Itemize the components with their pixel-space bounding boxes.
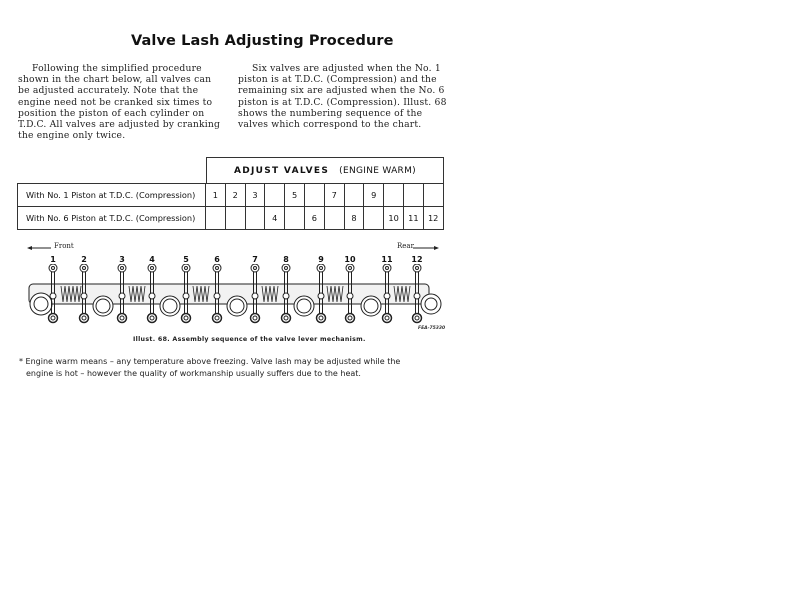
- table-cell: 6: [304, 207, 324, 230]
- table-row: [18, 184, 444, 207]
- rear-arrow-icon: [413, 245, 439, 251]
- table-cell: [245, 207, 265, 230]
- header-sub: (ENGINE WARM): [339, 165, 416, 176]
- valve-number-3: 3: [119, 255, 125, 264]
- intro-text-left: Following the simplified procedure shown in the chart below, all valves can be adjusted accurately. Note that the engine need not be cranked six times to position the piston of each cylinder on T.D.C. All valves are adjusted by cranking the engine only twice.: [18, 63, 221, 142]
- table-cell: [285, 207, 305, 230]
- valve-number-5: 5: [183, 255, 189, 264]
- valve-number-12: 12: [411, 255, 423, 264]
- table-cell: 12: [423, 207, 443, 230]
- figure-caption: Illust. 68. Assembly sequence of the valve lever mechanism.: [133, 336, 366, 343]
- rocker-shaft-drawing: [17, 264, 447, 326]
- valve-number-10: 10: [344, 255, 356, 264]
- adjust-valves-header: [206, 157, 444, 183]
- table-cell: [364, 207, 384, 230]
- valve-number-1: 1: [50, 255, 56, 264]
- table-cell: 3: [245, 184, 265, 207]
- intro-paragraph-right: [238, 63, 448, 130]
- front-label: Front: [54, 242, 74, 250]
- valve-number-2: 2: [81, 255, 87, 264]
- table-cell: 2: [225, 184, 245, 207]
- table-cell: [225, 207, 245, 230]
- valve-lever-illustration: [17, 242, 447, 332]
- valve-number-9: 9: [318, 255, 324, 264]
- intro-text-right: Six valves are adjusted when the No. 1 piston is at T.D.C. (Compression) and the remaining six are adjusted when the No. 6 piston is at T.D.C. (Compression). Illust. 68 shows the numbering sequence of the valves which correspond to the chart.: [238, 63, 447, 131]
- table-cell: [384, 184, 404, 207]
- table-cell: [265, 184, 285, 207]
- footnote-line-1: * Engine warm means – any temperature above freezing. Valve lash may be adjusted while the: [19, 357, 401, 366]
- header-main: ADJUST VALVES: [233, 165, 330, 176]
- intro-paragraph-left: [18, 63, 223, 141]
- table-cell: 10: [384, 207, 404, 230]
- footnote: [19, 356, 419, 380]
- table-cell: [304, 184, 324, 207]
- table-cell: 8: [344, 207, 364, 230]
- table-cell: [206, 207, 226, 230]
- footnote-line-2: engine is hot – however the quality of workmanship usually suffers due to the heat.: [26, 369, 361, 378]
- valve-adjust-table: [17, 183, 444, 230]
- valve-number-7: 7: [252, 255, 258, 264]
- table-cell: 1: [206, 184, 226, 207]
- page-title: Valve Lash Adjusting Procedure: [131, 33, 394, 49]
- valve-number-11: 11: [381, 255, 393, 264]
- rear-label: Rear: [397, 242, 414, 250]
- table-cell: 9: [364, 184, 384, 207]
- table-cell: 5: [285, 184, 305, 207]
- row-label: With No. 1 Piston at T.D.C. (Compression): [18, 184, 206, 207]
- table-cell: [423, 184, 443, 207]
- front-arrow-icon: [27, 245, 51, 251]
- table-cell: [324, 207, 344, 230]
- table-cell: 4: [265, 207, 285, 230]
- valve-number-4: 4: [149, 255, 155, 264]
- valve-number-8: 8: [283, 255, 289, 264]
- table-cell: [403, 184, 423, 207]
- table-row: [18, 207, 444, 230]
- table-cell: 7: [324, 184, 344, 207]
- valve-number-6: 6: [214, 255, 220, 264]
- figure-id: FEA-75330: [418, 326, 446, 331]
- row-label: With No. 6 Piston at T.D.C. (Compression): [18, 207, 206, 230]
- table-cell: [344, 184, 364, 207]
- table-cell: 11: [403, 207, 423, 230]
